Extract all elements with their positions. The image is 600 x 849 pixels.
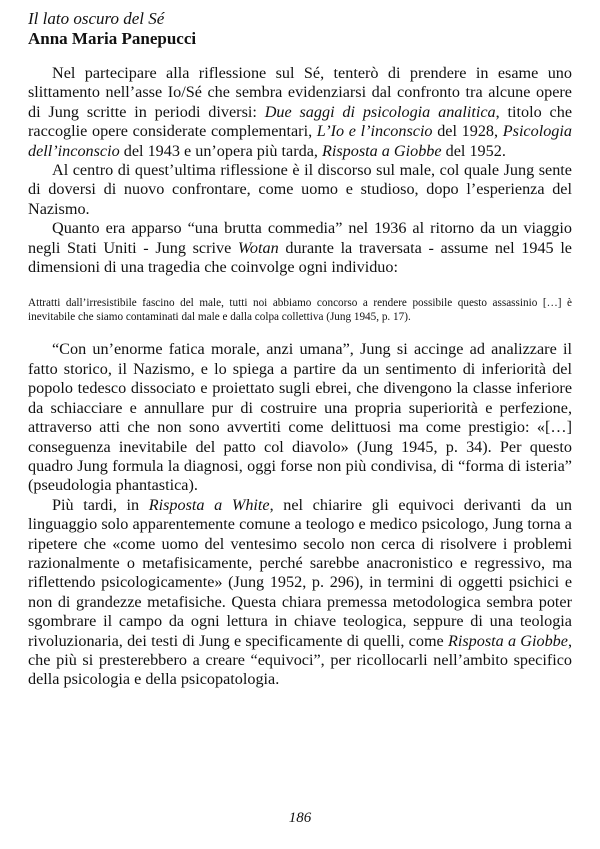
text-run: Più tardi, in <box>52 495 149 514</box>
article-body <box>28 64 572 690</box>
block-quote: Attratti dall’irresistibile fascino del male, tutti noi abbiamo concorso a rendere possibile questo assassinio […] è inevitabile che siamo contaminati dal male e dalla colpa collettiva (Jung 1945, p. 17). <box>28 297 572 324</box>
text-run: , titolo che raccoglie opere considerate complementari, <box>28 102 572 141</box>
paragraph-method <box>28 496 572 690</box>
book-title: Psicologia dell’inconscio <box>28 122 572 160</box>
paragraph-evil: Al centro di quest’ultima riflessione è il discorso sul male, col quale Jung sente di doversi di nuovo confrontare, come uomo e studioso, dopo l’esperienza del Nazismo. <box>28 161 572 218</box>
author-name: Anna Maria Panepucci <box>28 29 197 48</box>
text-run: del 1928, <box>432 122 503 141</box>
page-number: 186 <box>288 810 312 826</box>
text-run: del 1952. <box>441 141 506 160</box>
paragraph-nazism: “Con un’enorme fatica morale, anzi umana”, Jung si accinge ad analizzare il fatto storico, il Nazismo, e lo spiega a partire da un sentimento di inferiorità del popolo tedesco dissociato e proiettato sugli ebrei, che divengono la classe inferiore da schiacciare e annullare pur di costruire una propria superiorità e perfezione, attraverso atti che non sono avvertiti come delittuosi ma come prestigio: «[…] conseguenza inevitabile del patto col diavolo» (Jung 1945, p. 34). Per questo quadro Jung formula la diagnosi, oggi forse non più condivisa, di “forma di isteria” (pseudologia phantastica). <box>28 340 572 495</box>
book-title: Risposta a White <box>148 495 270 514</box>
running-title: Il lato oscuro del Sé <box>28 9 165 28</box>
text-run: Quanto era apparso “una brutta commedia” nel 1936 al ritorno da un viaggio negli Stati Uniti - Jung scrive <box>28 219 572 257</box>
book-title: L’Io e l’inconscio <box>316 122 433 141</box>
text-run: del 1943 e un’opera più tarda, <box>119 141 322 160</box>
book-title: Risposta a Giobbe <box>321 141 442 160</box>
text-run: , nel chiarire gli equivoci derivanti da un linguaggio solo apparentemente comune a teologo e medico psicologo, Jung torna a ripetere che «come uomo del ventesimo secolo non cerca di risolvere i problemi razionalmente o metafisicamente, perché sarebbe anacronistico e regressivo, ma riflettendo psicologicamente» (Jung 1952, p. 296), in termini di oggetti psichici e non di grandezze metafisiche. Questa chiara premessa metodologica sembra poter sgombrare il campo da ogni lettura in chiave teologica, seppure di una teologia rivoluzionaria, dei testi di Jung e specificamente di quelli, come <box>28 495 572 650</box>
text-run: , che più si presterebbero a creare “equivoci”, per ricollocarli nell’ambito specifico della psicologia e della psicopatologia. <box>28 631 573 689</box>
book-title: Wotan <box>237 238 279 257</box>
book-title: Due saggi di psicologia analitica <box>264 102 496 121</box>
text-run: Nel partecipare alla riflessione sul Sé, tenterò di prendere in esame uno slittamento nell’asse Io/Sé che sembra evidenziarsi dal confronto tra alcune opere di Jung scritte in periodi diversi: <box>28 64 572 121</box>
text-run: durante la traversata - assume nel 1945 le dimensioni di una tragedia che coinvolge ogni individuo: <box>28 238 572 277</box>
paragraph-intro <box>28 64 572 161</box>
paragraph-wotan <box>28 219 572 277</box>
book-title: Risposta a Giobbe <box>447 631 568 650</box>
